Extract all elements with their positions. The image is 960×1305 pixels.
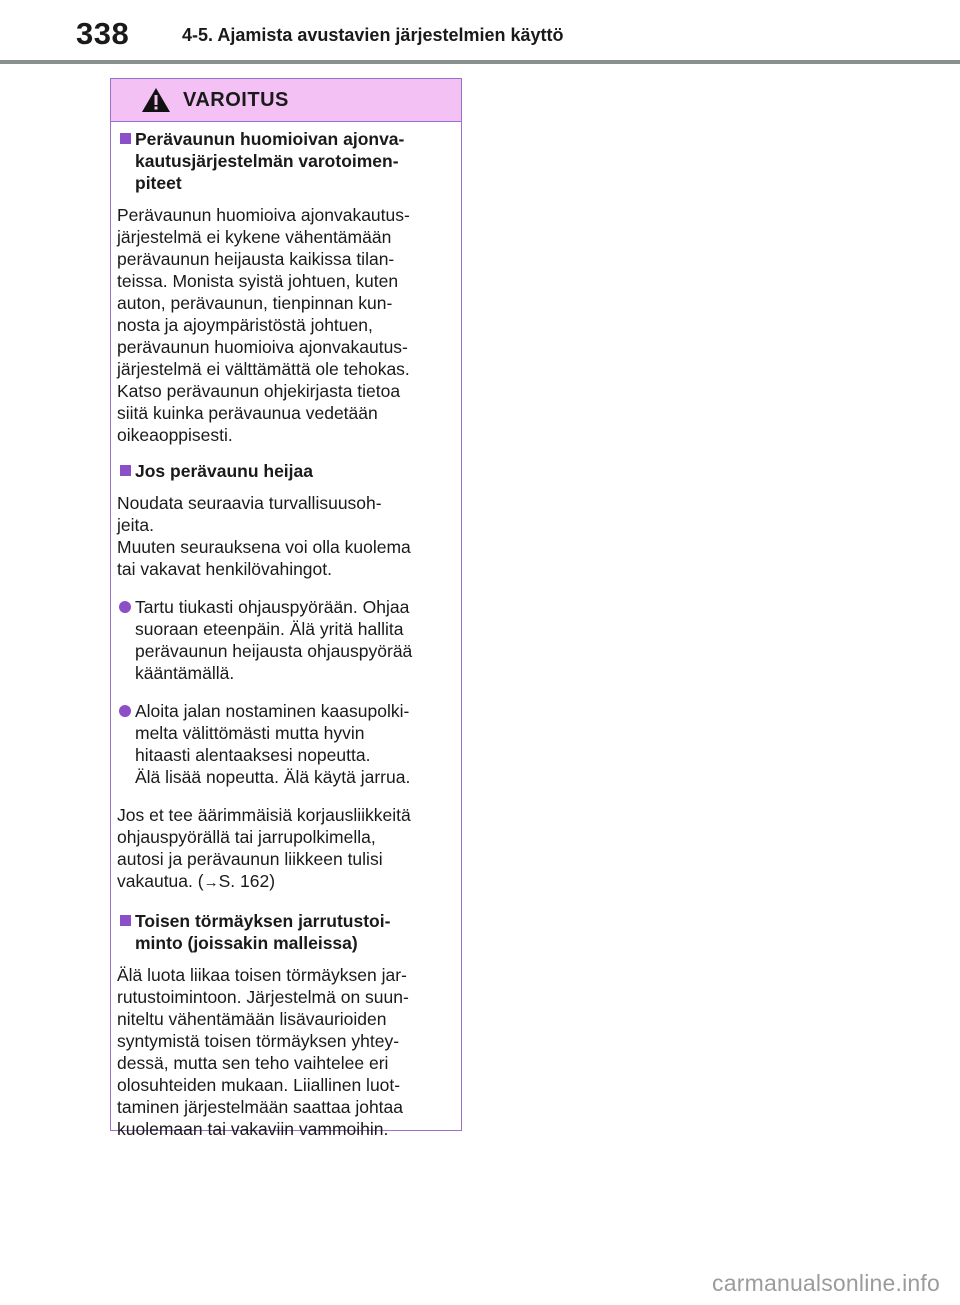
text-line: taminen järjestelmään saattaa johtaa [117, 1097, 404, 1117]
heading-line: piteet [135, 173, 182, 193]
text-line: Katso perävaunun ohjekirjasta tietoa [117, 381, 401, 401]
text-line: niteltu vähentämään lisävaurioiden [117, 1009, 387, 1029]
text-line: tai vakavat henkilövahingot. [117, 559, 332, 579]
page-header [0, 0, 960, 60]
header-divider [0, 60, 960, 64]
text-line: siitä kuinka perävaunua vedetään [117, 403, 378, 423]
text-line: olosuhteiden mukaan. Liiallinen luot- [117, 1075, 401, 1095]
text-line: Tartu tiukasti ohjauspyörään. Ohjaa [135, 597, 410, 617]
text-line: autosi ja perävaunun liikkeen tulisi [117, 849, 383, 869]
heading-line: Jos perävaunu heijaa [135, 461, 313, 481]
paragraph-secondary-collision-brake [117, 964, 447, 1140]
square-bullet-icon [120, 465, 131, 476]
heading-line: Perävaunun huomioivan ajonva- [135, 129, 405, 149]
text-line: Aloita jalan nostaminen kaasupolki- [135, 701, 410, 721]
warning-box [110, 78, 462, 1139]
paragraph-stabilize [117, 804, 447, 894]
heading-line: minto (joissakin malleissa) [135, 933, 358, 953]
warning-triangle-icon [141, 87, 171, 118]
square-bullet-icon [120, 133, 131, 144]
section-heading-trailer-sway-control [117, 128, 447, 194]
section-heading-secondary-collision-brake [117, 910, 447, 954]
text-line: Jos et tee äärimmäisiä korjausliikkeitä [117, 805, 411, 825]
text-line: melta välittömästi mutta hyvin [135, 723, 365, 743]
text-line: rutustoimintoon. Järjestelmä on suun- [117, 987, 409, 1007]
page-number: 338 [76, 16, 130, 51]
text-line: Älä lisää nopeutta. Älä käytä jarrua. [135, 767, 411, 787]
text-line: Perävaunun huomioiva ajonvakautus- [117, 205, 410, 225]
text-fragment: vakautua. ( [117, 871, 204, 891]
text-line: perävaunun heijausta ohjauspyörää [135, 641, 413, 661]
text-line: Noudata seuraavia turvallisuusoh- [117, 493, 382, 513]
circle-bullet-icon [119, 601, 131, 613]
text-line: järjestelmä ei kykene vähentämään [117, 227, 392, 247]
paragraph-safety-instructions [117, 492, 447, 580]
bullet-item-accelerator [117, 700, 447, 788]
text-line: järjestelmä ei välttämättä ole tehokas. [117, 359, 410, 379]
text-line: perävaunun huomioiva ajonvakautus- [117, 337, 408, 357]
paragraph-trailer-sway-precautions [117, 204, 447, 446]
text-line: ohjauspyörällä tai jarrupolkimella, [117, 827, 376, 847]
warning-header [111, 79, 461, 122]
text-line: suoraan eteenpäin. Älä yritä hallita [135, 619, 404, 639]
arrow-right-icon: → [203, 874, 219, 891]
heading-line: Toisen törmäyksen jarrutustoi- [135, 911, 391, 931]
text-line: kuolemaan tai vakaviin vammoihin. [117, 1119, 389, 1139]
text-line: Älä luota liikaa toisen törmäyksen jar- [117, 965, 407, 985]
text-line: dessä, mutta sen teho vaihtelee eri [117, 1053, 389, 1073]
text-line: nosta ja ajoympäristöstä johtuen, [117, 315, 373, 335]
heading-line: kautusjärjestelmän varotoimen- [135, 151, 399, 171]
warning-title: VAROITUS [183, 89, 289, 111]
text-line: oikeaoppisesti. [117, 425, 233, 445]
text-line: perävaunun heijausta kaikissa tilan- [117, 249, 395, 269]
text-fragment: ) [269, 871, 276, 891]
text-line: jeita. [117, 515, 154, 535]
warning-body [111, 122, 461, 1140]
text-line: hitaasti alentaaksesi nopeutta. [135, 745, 371, 765]
text-line: Muuten seurauksena voi olla kuolema [117, 537, 411, 557]
section-heading-trailer-sway [117, 460, 447, 482]
text-line [117, 870, 447, 894]
circle-bullet-icon [119, 705, 131, 717]
section-title: 4-5. Ajamista avustavien järjestelmien käyttö [182, 25, 564, 45]
text-line: teissa. Monista syistä johtuen, kuten [117, 271, 399, 291]
watermark: carmanualsonline.info [712, 1270, 940, 1296]
bullet-item-steering [117, 596, 447, 684]
text-line: kääntämällä. [135, 663, 235, 683]
text-line: auton, perävaunun, tienpinnan kun- [117, 293, 393, 313]
text-line: syntymistä toisen törmäyksen yhtey- [117, 1031, 400, 1051]
square-bullet-icon [120, 915, 131, 926]
page-reference-link[interactable]: S. 162 [218, 871, 270, 891]
